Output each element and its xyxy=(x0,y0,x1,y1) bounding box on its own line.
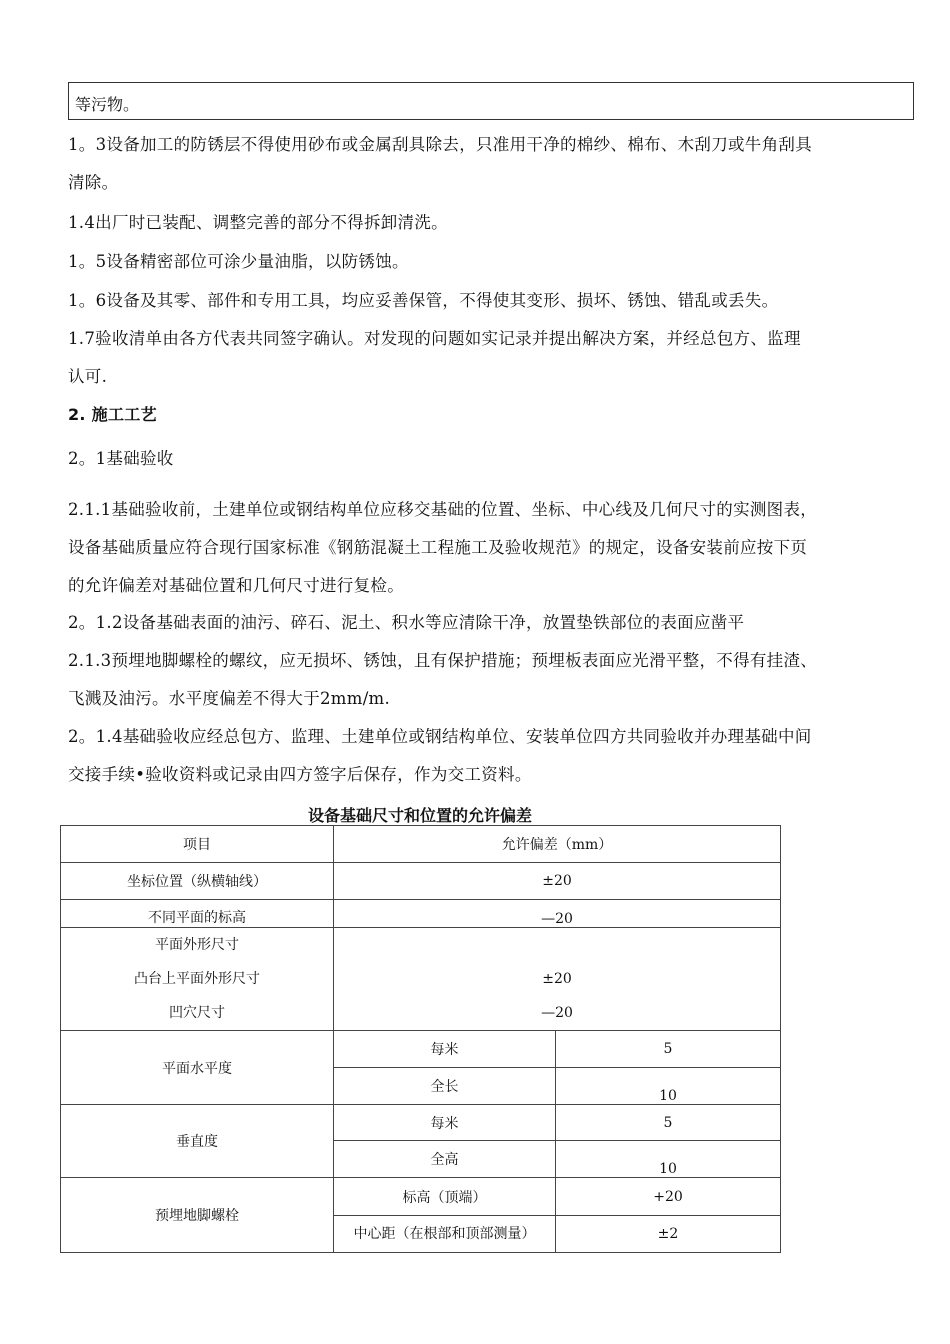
table-row xyxy=(61,863,781,900)
row-item: 平面外形尺寸 xyxy=(155,937,239,953)
continuation-box xyxy=(68,82,914,120)
paragraph-1-4 xyxy=(68,204,920,242)
row-item-group xyxy=(61,928,334,1031)
text-line: 设备基础质量应符合现行国家标准《钢筋混凝土工程施工及验收规范》的规定，设备安装前应按下页 xyxy=(68,538,808,557)
paragraph-1-6 xyxy=(68,282,920,320)
text-line: 1。5设备精密部位可涂少量油脂，以防锈蚀。 xyxy=(68,252,409,271)
row-item: 不同平面的标高 xyxy=(61,900,334,928)
sub-value: 5 xyxy=(556,1105,781,1141)
continuation-text: 等污物。 xyxy=(75,95,140,114)
header-item: 项目 xyxy=(61,826,334,863)
sub-label: 全高 xyxy=(334,1141,556,1178)
text-line: 2.1.1基础验收前，土建单位或钢结构单位应移交基础的位置、坐标、中心线及几何尺寸的实测图表， xyxy=(68,500,818,519)
row-item: 凹穴尺寸 xyxy=(169,1005,225,1021)
text-line: 1。6设备及其零、部件和专用工具，均应妥善保管，不得使其变形、损坏、锈蚀、错乱或丢失。 xyxy=(68,291,779,310)
header-tolerance: 允许偏差（mm） xyxy=(334,826,781,863)
table-row xyxy=(61,900,781,928)
text-line: 2.1.3预埋地脚螺栓的螺纹，应无损坏、锈蚀，且有保护措施；预埋板表面应光滑平整，不得有挂渣、 xyxy=(68,651,818,670)
sub-label: 中心距（在根部和顶部测量） xyxy=(334,1216,556,1253)
row-value-group xyxy=(334,928,781,1031)
section-heading: 2. 施工工艺 xyxy=(68,405,157,424)
row-item: 预埋地脚螺栓 xyxy=(61,1178,334,1253)
sub-label: 标高（顶端） xyxy=(334,1178,556,1216)
row-item: 平面水平度 xyxy=(61,1031,334,1105)
text-line: 认可. xyxy=(68,367,108,386)
sub-value: +20 xyxy=(556,1178,781,1216)
sub-value: 10 xyxy=(556,1068,781,1105)
table-row xyxy=(61,1105,781,1141)
row-value: —20 xyxy=(334,900,781,928)
text-line: 2。1.4基础验收应经总包方、监理、土建单位或钢结构单位、安装单位四方共同验收并办理基础中间 xyxy=(68,727,812,746)
sub-label: 每米 xyxy=(334,1031,556,1068)
paragraph-1-3 xyxy=(68,126,920,202)
table-row xyxy=(61,928,781,1031)
paragraph-1-7 xyxy=(68,320,920,396)
paragraph-2-1-2 xyxy=(68,604,920,642)
table-header-row xyxy=(61,826,781,863)
paragraph-2-1-4 xyxy=(68,718,920,794)
text-line: 2。1.2设备基础表面的油污、碎石、泥土、积水等应清除干净，放置垫铁部位的表面应凿平 xyxy=(68,613,745,632)
text-line: 飞溅及油污。水平度偏差不得大于2mm/m. xyxy=(68,689,391,708)
sub-value: 5 xyxy=(556,1031,781,1068)
sub-label: 全长 xyxy=(334,1068,556,1105)
row-value: —20 xyxy=(541,1005,573,1021)
row-item: 凸台上平面外形尺寸 xyxy=(134,971,260,987)
paragraph-1-5 xyxy=(68,243,920,281)
row-value: ±20 xyxy=(334,863,781,900)
table-caption: 设备基础尺寸和位置的允许偏差 xyxy=(307,806,532,825)
row-item: 坐标位置（纵横轴线） xyxy=(61,863,334,900)
table-row xyxy=(61,1178,781,1216)
text-line: 1。3设备加工的防锈层不得使用砂布或金属刮具除去，只准用干净的棉纱、棉布、木刮刀或牛角刮具 xyxy=(68,135,812,154)
sub-label: 每米 xyxy=(334,1105,556,1141)
row-value: ±20 xyxy=(542,971,572,987)
sub-value: ±2 xyxy=(556,1216,781,1253)
text-line: 交接手续•验收资料或记录由四方签字后保存，作为交工资料。 xyxy=(68,765,532,784)
paragraph-2-1-3 xyxy=(68,642,920,718)
table-row xyxy=(61,1031,781,1068)
text-line: 的允许偏差对基础位置和几何尺寸进行复检。 xyxy=(68,576,404,595)
tolerance-table xyxy=(60,825,781,1253)
sub-value: 10 xyxy=(556,1141,781,1178)
text-line: 1.4出厂时已装配、调整完善的部分不得拆卸清洗。 xyxy=(68,213,448,232)
row-item: 垂直度 xyxy=(61,1105,334,1178)
text-line: 清除。 xyxy=(68,173,119,192)
paragraph-2-1-1 xyxy=(68,491,920,605)
text-line: 1.7验收清单由各方代表共同签字确认。对发现的问题如实记录并提出解决方案，并经总包方、监理 xyxy=(68,329,801,348)
subsection-heading: 2。1基础验收 xyxy=(68,449,174,468)
